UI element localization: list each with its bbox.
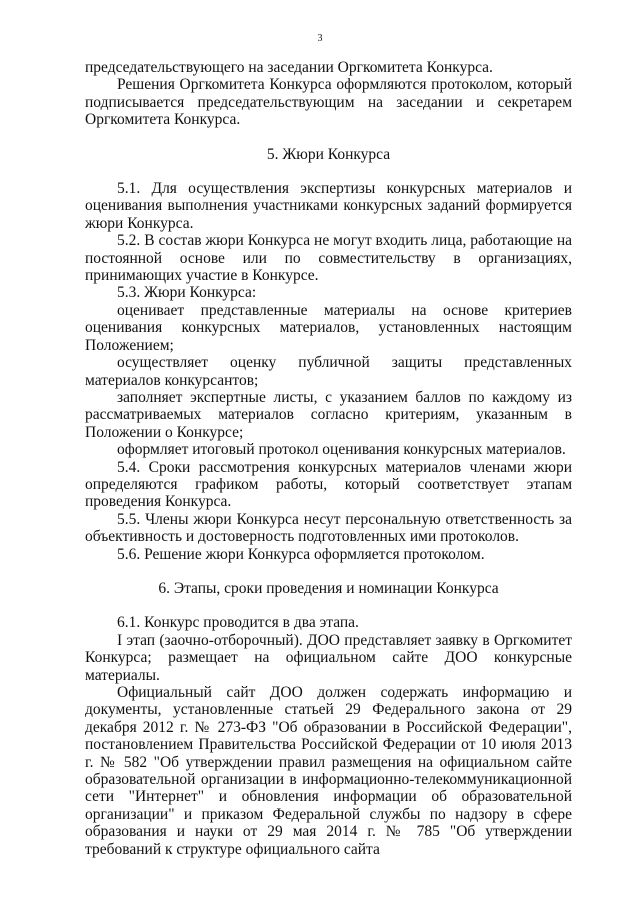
list-item-evaluates: оценивает представленные материалы на основе критериев оценивания конкурсных материалов, установленных настоящим Положением; <box>85 301 572 354</box>
paragraph-5-4: 5.4. Сроки рассмотрения конкурсных материалов членами жюри определяются графиком работы, который соответствует этапам проведения Конкурса. <box>85 458 572 511</box>
document-body <box>85 59 572 858</box>
list-item-final-protocol: оформляет итоговый протокол оценивания конкурсных материалов. <box>117 441 566 459</box>
paragraph-official-site: Официальный сайт ДОО должен содержать информацию и документы, установленные статьей 29 Федерального закона от 29 декабря 2012 г. № 273-ФЗ "Об образовании в Российской Федерации", постановлением Правительства Российской Федерации от 10 июля 2013 г. № 582 "Об утверждении правил размещения на официальном сайте образовательной организации в информационно-телекоммуникационной сети "Интернет" и обновления информации об образовательной организации" и приказом Федеральной службы по надзору в сфере образования и науки от 29 мая 2014 г. № 785 "Об утверждении требований к структуре официального сайта <box>85 684 572 858</box>
section-6-heading: 6. Этапы, сроки проведения и номинации Конкурса <box>158 579 499 597</box>
list-item-assesses-defense: осуществляет оценку публичной защиты представленных материалов конкурсантов; <box>85 354 572 389</box>
page-number: 3 <box>317 33 323 44</box>
section-5-heading: 5. Жюри Конкурса <box>266 145 391 163</box>
paragraph-5-3: 5.3. Жюри Конкурса: <box>117 284 257 302</box>
paragraph-5-6: 5.6. Решение жюри Конкурса оформляется протоколом. <box>117 545 485 563</box>
paragraph-5-5: 5.5. Члены жюри Конкурса несут персональную ответственность за объективность и достоверность подготовленных ими протоколов. <box>85 510 572 546</box>
intro-continuation: председательствующего на заседании Оргкомитета Конкурса. <box>85 59 493 76</box>
paragraph-orgcommittee-decisions: Решения Оргкомитета Конкурса оформляются протоколом, который подписывается председательствующим на заседании и секретарем Оргкомитета Конкурса. <box>85 76 572 129</box>
paragraph-5-2: 5.2. В состав жюри Конкурса не могут входить лица, работающие на постоянной основе или по совместительству в организациях, принимающих участие в Конкурсе. <box>85 232 572 285</box>
list-item-fills-sheets: заполняет экспертные листы, с указанием баллов по каждому из рассматриваемых материалов согласно критериям, указанным в Положении о Конкурсе; <box>85 388 572 441</box>
paragraph-stage-1: I этап (заочно-отборочный). ДОО представляет заявку в Оргкомитет Конкурса; размещает на официальном сайте ДОО конкурсные материалы. <box>85 631 572 684</box>
paragraph-6-1: 6.1. Конкурс проводится в два этапа. <box>117 614 359 632</box>
paragraph-5-1: 5.1. Для осуществления экспертизы конкурсных материалов и оценивания выполнения участниками конкурсных заданий формируется жюри Конкурса. <box>85 180 572 232</box>
